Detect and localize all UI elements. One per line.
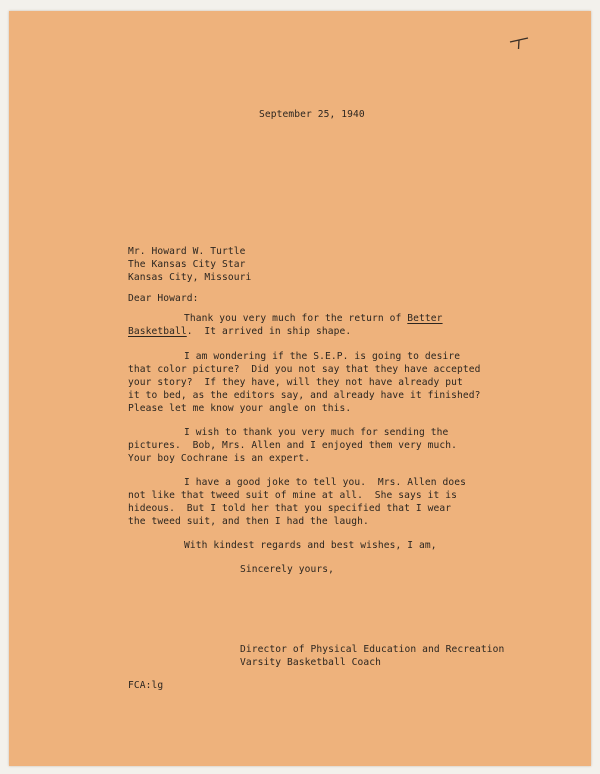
paragraph-1-line-2 [128, 325, 351, 339]
paragraph-2-line: Please let me know your angle on this. [128, 403, 352, 414]
book-title-part-2: Basketball [128, 326, 187, 337]
reference-initials: FCA:lg [128, 680, 164, 691]
paragraph-2-line: it to bed, as the editors say, and already have it finished? [128, 390, 481, 401]
corner-mark [508, 36, 530, 50]
paragraph-4-line: the tweed suit, and then I had the laugh. [128, 516, 369, 527]
letter-date: September 25, 1940 [259, 109, 365, 120]
paragraph-2-line: that color picture? Did you not say that they have accepted [128, 364, 481, 375]
paragraph-4-line: not like that tweed suit of mine at all. She says it is [128, 490, 458, 501]
book-title-part-1: Better [407, 313, 443, 324]
paragraph-4-line: hideous. But I told her that you specified that I wear [128, 503, 452, 514]
paragraph-1-text-end: . It arrived in ship shape. [186, 326, 352, 337]
complimentary-close: Sincerely yours, [240, 564, 335, 575]
recipient-city: Kansas City, Missouri [128, 272, 252, 283]
paragraph-2-line: I am wondering if the S.E.P. is going to desire [184, 351, 461, 362]
paragraph-1-line-1 [184, 312, 443, 326]
paragraph-5: With kindest regards and best wishes, I am, [184, 540, 437, 551]
recipient-org: The Kansas City Star [128, 259, 246, 270]
paragraph-1-text: Thank you very much for the return of [184, 313, 408, 324]
signature-title-2: Varsity Basketball Coach [240, 657, 382, 668]
paragraph-3-line: I wish to thank you very much for sending the [184, 427, 449, 438]
paragraph-4-line: I have a good joke to tell you. Mrs. Allen does [184, 477, 467, 488]
recipient-name: Mr. Howard W. Turtle [128, 246, 246, 257]
salutation: Dear Howard: [128, 293, 199, 304]
paragraph-2-line: your story? If they have, will they not have already put [128, 377, 463, 388]
paragraph-3-line: pictures. Bob, Mrs. Allen and I enjoyed them very much. [128, 440, 458, 451]
paragraph-3-line: Your boy Cochrane is an expert. [128, 453, 311, 464]
signature-title-1: Director of Physical Education and Recreation [240, 644, 505, 655]
